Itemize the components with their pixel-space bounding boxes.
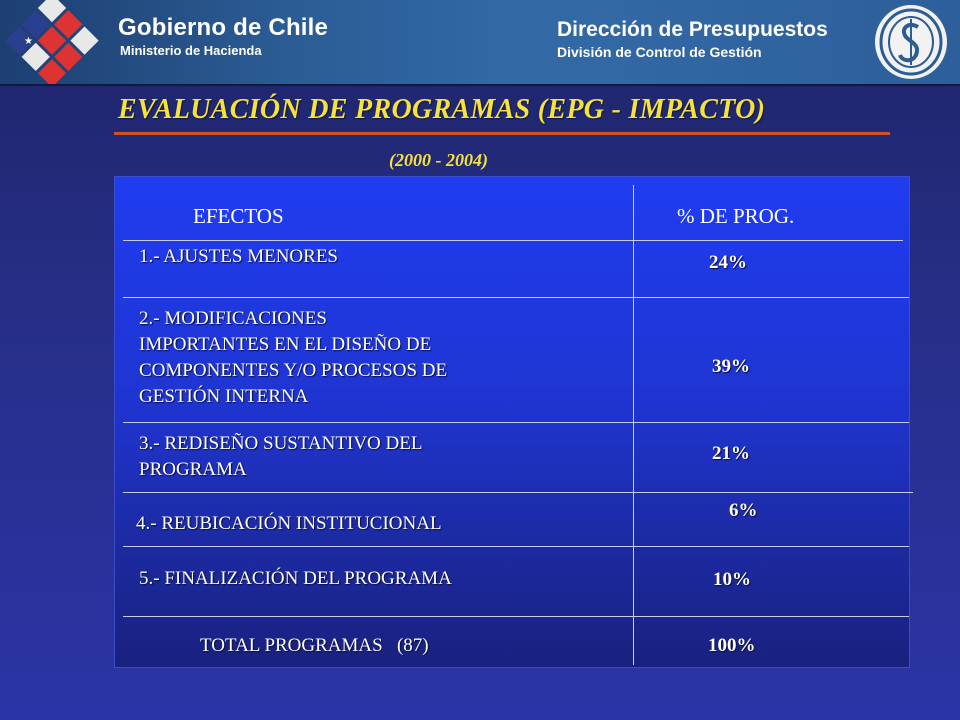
dipres-seal-icon <box>872 3 950 81</box>
effect-line: GESTIÓN INTERNA <box>139 386 309 407</box>
effects-table <box>115 177 909 667</box>
table-row-effect <box>139 306 447 410</box>
gobierno-chile-logo-icon <box>2 0 102 84</box>
slide-title: EVALUACIÓN DE PROGRAMAS (EPG - IMPACTO) <box>118 94 766 125</box>
table-row-percent: 10% <box>713 569 751 590</box>
effect-line: 1.- AJUSTES MENORES <box>139 246 338 267</box>
header-banner <box>0 0 960 86</box>
table-row-percent: 24% <box>709 252 747 273</box>
effect-line: COMPONENTES Y/O PROCESOS DE <box>139 360 448 381</box>
period-label: (2000 - 2004) <box>389 150 488 170</box>
effect-line: 4.- REUBICACIÓN INSTITUCIONAL <box>136 513 442 534</box>
percent-column-header: % DE PROG. <box>677 204 795 228</box>
dept-subtitle: División de Control de Gestión <box>557 44 762 60</box>
table-row-effect <box>139 244 338 270</box>
row-divider <box>123 492 913 493</box>
effects-column-header: EFECTOS <box>193 204 284 228</box>
gov-title: Gobierno de Chile <box>118 14 329 41</box>
svg-text:★: ★ <box>24 36 33 47</box>
row-divider <box>123 616 909 617</box>
table-row-effect <box>139 566 452 592</box>
effect-line: 5.- FINALIZACIÓN DEL PROGRAMA <box>139 568 452 589</box>
total-percent: 100% <box>708 635 756 656</box>
table-row-percent: 39% <box>712 356 750 377</box>
row-divider <box>123 240 903 241</box>
effect-line: 3.- REDISEÑO SUSTANTIVO DEL <box>139 433 423 454</box>
row-divider <box>123 422 909 423</box>
table-row-effect <box>139 431 422 483</box>
row-divider <box>123 297 909 298</box>
title-underline <box>114 132 890 135</box>
table-row-percent: 6% <box>729 500 758 521</box>
dept-title: Dirección de Presupuestos <box>557 18 828 41</box>
column-divider <box>633 185 634 665</box>
row-divider <box>123 546 909 547</box>
table-row-percent: 21% <box>712 443 750 464</box>
effect-line: PROGRAMA <box>139 459 247 480</box>
gov-subtitle: Ministerio de Hacienda <box>120 43 262 58</box>
total-label: TOTAL PROGRAMAS (87) <box>200 635 429 656</box>
effect-line: IMPORTANTES EN EL DISEÑO DE <box>139 334 432 355</box>
effect-line: 2.- MODIFICACIONES <box>139 308 327 329</box>
table-row-effect <box>136 511 442 537</box>
